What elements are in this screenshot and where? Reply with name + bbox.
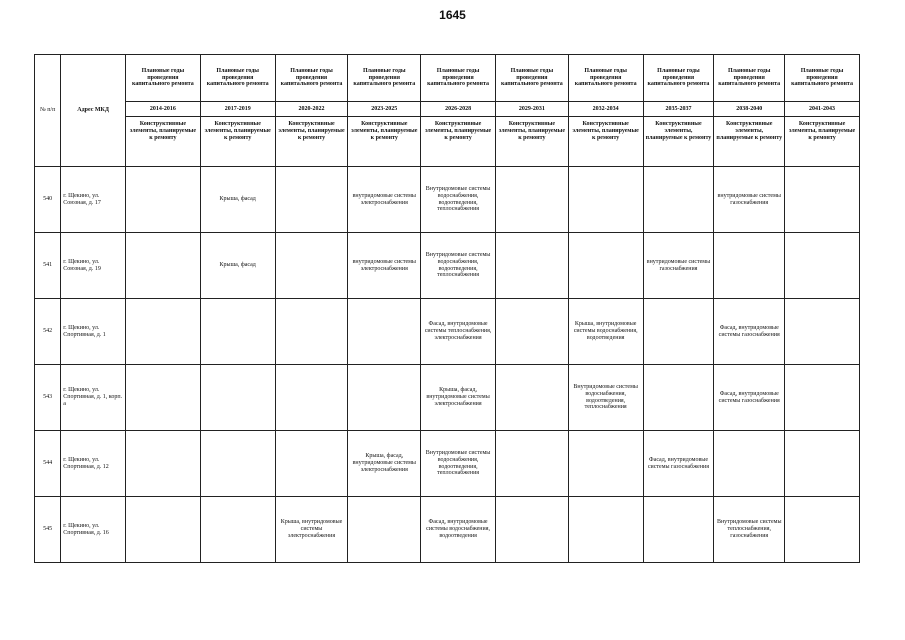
address-cell: г. Щекино, ул. Спортивная, д. 16 xyxy=(61,497,126,563)
repair-elements-cell xyxy=(348,497,421,563)
repair-elements-cell xyxy=(568,431,643,497)
table-row xyxy=(35,299,860,365)
elements-header: Конструктивные элементы, планируемые к ремонту xyxy=(714,117,785,167)
address-cell: г. Щекино, ул. Союзная, д. 17 xyxy=(61,167,126,233)
repair-elements-cell xyxy=(348,365,421,431)
elements-header: Конструктивные элементы, планируемые к ремонту xyxy=(200,117,275,167)
elements-header: Конструктивные элементы, планируемые к ремонту xyxy=(785,117,860,167)
address-header: Адрес МКД xyxy=(61,55,126,167)
repair-elements-cell xyxy=(568,167,643,233)
repair-elements-cell xyxy=(785,497,860,563)
repair-elements-cell: Крыша, внутридомовые системы электроснабжения xyxy=(275,497,348,563)
repair-elements-cell xyxy=(643,365,714,431)
capital-repair-table xyxy=(34,54,860,563)
period-title-header: Плановые годы проведения капитального ремонта xyxy=(785,55,860,102)
repair-elements-cell xyxy=(275,167,348,233)
repair-elements-cell: Крыша, фасад xyxy=(200,233,275,299)
elements-header: Конструктивные элементы, планируемые к ремонту xyxy=(421,117,496,167)
row-number: 542 xyxy=(35,299,61,365)
repair-elements-cell xyxy=(643,167,714,233)
repair-elements-cell xyxy=(785,431,860,497)
elements-header: Конструктивные элементы, планируемые к ремонту xyxy=(125,117,200,167)
period-title-header: Плановые годы проведения капитального ремонта xyxy=(348,55,421,102)
repair-elements-cell xyxy=(275,233,348,299)
repair-elements-cell xyxy=(125,365,200,431)
repair-elements-cell xyxy=(348,299,421,365)
period-title-header: Плановые годы проведения капитального ремонта xyxy=(125,55,200,102)
address-cell: г. Щекино, ул. Спортивная, д. 1 xyxy=(61,299,126,365)
repair-elements-cell xyxy=(568,233,643,299)
table-row xyxy=(35,431,860,497)
page-number: 1645 xyxy=(439,8,466,22)
repair-elements-cell xyxy=(785,167,860,233)
number-header: № п/п xyxy=(35,55,61,167)
repair-elements-cell xyxy=(643,299,714,365)
repair-elements-cell xyxy=(275,365,348,431)
elements-header: Конструктивные элементы, планируемые к ремонту xyxy=(495,117,568,167)
table-row xyxy=(35,233,860,299)
repair-elements-cell xyxy=(568,497,643,563)
period-years-header: 2017-2019 xyxy=(200,102,275,117)
repair-elements-cell xyxy=(125,299,200,365)
repair-elements-cell xyxy=(125,431,200,497)
repair-elements-cell: Внутридомовые системы водоснабжения, водоотведения, теплоснабжения xyxy=(568,365,643,431)
repair-elements-cell: Внутридомовые системы водоснабжения, водоотведения, теплоснабжения xyxy=(421,167,496,233)
period-years-header: 2026-2028 xyxy=(421,102,496,117)
repair-elements-cell xyxy=(785,233,860,299)
period-title-header: Плановые годы проведения капитального ремонта xyxy=(200,55,275,102)
row-number: 541 xyxy=(35,233,61,299)
table-row xyxy=(35,365,860,431)
repair-elements-cell: Фасад, внутридомовые системы теплоснабжения, электроснабжения xyxy=(421,299,496,365)
repair-elements-cell xyxy=(200,299,275,365)
repair-elements-cell xyxy=(714,431,785,497)
elements-header: Конструктивные элементы, планируемые к ремонту xyxy=(275,117,348,167)
period-years-header: 2035-2037 xyxy=(643,102,714,117)
row-number: 544 xyxy=(35,431,61,497)
repair-elements-cell: Фасад, внутридомовые системы газоснабжения xyxy=(714,365,785,431)
repair-elements-cell: Крыша, фасад xyxy=(200,167,275,233)
period-years-header: 2029-2031 xyxy=(495,102,568,117)
repair-elements-cell: Фасад, внутридомовые системы газоснабжения xyxy=(643,431,714,497)
elements-header: Конструктивные элементы, планируемые к ремонту xyxy=(568,117,643,167)
repair-elements-cell xyxy=(275,299,348,365)
row-number: 540 xyxy=(35,167,61,233)
repair-elements-cell xyxy=(125,167,200,233)
repair-elements-cell: Внутридомовые системы водоснабжения, водоотведения, теплоснабжения xyxy=(421,431,496,497)
repair-elements-cell xyxy=(785,299,860,365)
period-title-header: Плановые годы проведения капитального ремонта xyxy=(275,55,348,102)
row-number: 543 xyxy=(35,365,61,431)
row-number: 545 xyxy=(35,497,61,563)
period-years-header: 2038-2040 xyxy=(714,102,785,117)
period-years-header: 2020-2022 xyxy=(275,102,348,117)
repair-elements-cell xyxy=(785,365,860,431)
repair-elements-cell xyxy=(495,497,568,563)
repair-elements-cell xyxy=(714,233,785,299)
repair-elements-cell xyxy=(200,431,275,497)
elements-header: Конструктивные элементы, планируемые к ремонту xyxy=(348,117,421,167)
repair-elements-cell xyxy=(125,233,200,299)
period-title-header: Плановые годы проведения капитального ремонта xyxy=(714,55,785,102)
elements-header: Конструктивные элементы, планируемые к ремонту xyxy=(643,117,714,167)
repair-elements-cell: Внутридомовые системы водоснабжения, водоотведения, теплоснабжения xyxy=(421,233,496,299)
repair-elements-cell xyxy=(200,497,275,563)
period-title-header: Плановые годы проведения капитального ремонта xyxy=(568,55,643,102)
period-title-header: Плановые годы проведения капитального ремонта xyxy=(495,55,568,102)
repair-elements-cell: внутридомовые системы электроснабжения xyxy=(348,233,421,299)
address-cell: г. Щекино, ул. Союзная, д. 19 xyxy=(61,233,126,299)
repair-elements-cell: внутридомовые системы газоснабжения xyxy=(714,167,785,233)
period-title-header: Плановые годы проведения капитального ремонта xyxy=(421,55,496,102)
repair-elements-cell: Крыша, фасад, внутридомовые системы электроснабжения xyxy=(421,365,496,431)
table-row xyxy=(35,167,860,233)
repair-elements-cell xyxy=(125,497,200,563)
address-cell: г. Щекино, ул. Спортивная, д. 1, корп. а xyxy=(61,365,126,431)
repair-elements-cell xyxy=(495,431,568,497)
repair-elements-cell xyxy=(495,167,568,233)
period-title-header: Плановые годы проведения капитального ремонта xyxy=(643,55,714,102)
repair-elements-cell xyxy=(495,365,568,431)
repair-elements-cell: внутридомовые системы газоснабжения xyxy=(643,233,714,299)
repair-elements-cell xyxy=(643,497,714,563)
repair-elements-cell: внутридомовые системы электроснабжения xyxy=(348,167,421,233)
period-years-header: 2023-2025 xyxy=(348,102,421,117)
repair-elements-cell xyxy=(495,233,568,299)
period-years-header: 2032-2034 xyxy=(568,102,643,117)
repair-elements-cell: Крыша, фасад, внутридомовые системы электроснабжения xyxy=(348,431,421,497)
period-years-header: 2041-2043 xyxy=(785,102,860,117)
repair-elements-cell: Фасад, внутридомовые системы газоснабжения xyxy=(714,299,785,365)
table-row xyxy=(35,497,860,563)
repair-elements-cell xyxy=(275,431,348,497)
repair-elements-cell: Крыша, внутридомовые системы водоснабжения, водоотведения xyxy=(568,299,643,365)
repair-elements-cell xyxy=(200,365,275,431)
repair-elements-cell: Фасад, внутридомовые системы водоснабжения, водоотведения xyxy=(421,497,496,563)
repair-elements-cell: Внутридомовые системы теплоснабжения, газоснабжения xyxy=(714,497,785,563)
period-years-header: 2014-2016 xyxy=(125,102,200,117)
repair-elements-cell xyxy=(495,299,568,365)
address-cell: г. Щекино, ул. Спортивная, д. 12 xyxy=(61,431,126,497)
